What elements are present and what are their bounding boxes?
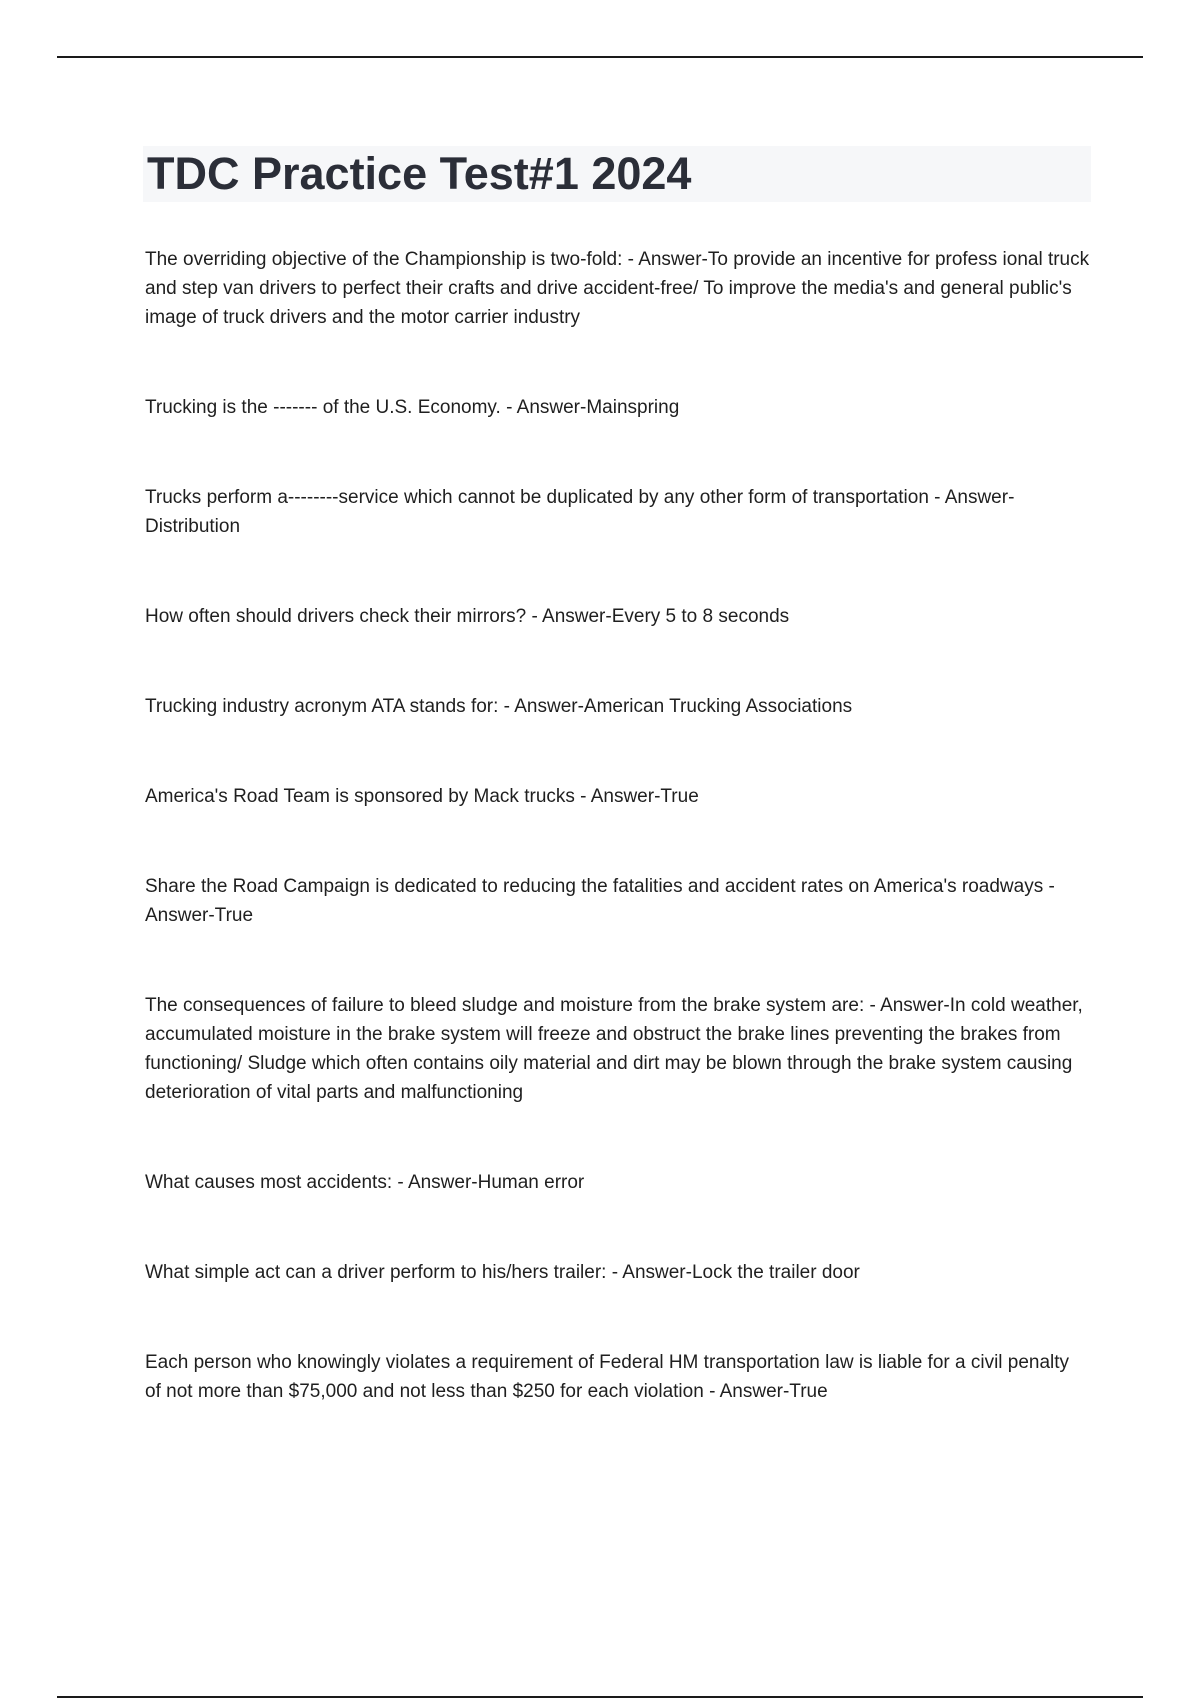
qa-item: Trucks perform a--------service which cannot be duplicated by any other form of transportation - Answer-Distribution: [145, 487, 1015, 537]
qa-item: Each person who knowingly violates a requirement of Federal HM transportation law is liable for a civil penalty of not more than $75,000 and not less than $250 for each violation - Answer-True: [145, 1352, 1070, 1402]
qa-item: How often should drivers check their mirrors? - Answer-Every 5 to 8 seconds: [145, 606, 790, 627]
qa-item: What simple act can a driver perform to his/hers trailer: - Answer-Lock the trailer door: [145, 1262, 860, 1283]
qa-item: The overriding objective of the Championship is two-fold: - Answer-To provide an incentive for profess ional truck and step van drivers to perfect their crafts and drive accident-free/ To improve the media's and general public's image of truck drivers and the motor carrier industry: [145, 249, 1090, 328]
bottom-divider: [57, 1696, 1143, 1698]
page-title: TDC Practice Test#1 2024: [147, 148, 692, 199]
qa-item: Trucking industry acronym ATA stands for: - Answer-American Trucking Associations: [145, 696, 853, 717]
qa-item: The consequences of failure to bleed sludge and moisture from the brake system are: - Answer-In cold weather, accumulated moisture in the brake system will freeze and obstruct the brake lines preventing the brakes from functioning/ Sludge which often contains oily material and dirt may be blown through the brake system causing deterioration of vital parts and malfunctioning: [145, 995, 1083, 1103]
qa-item: Trucking is the ------- of the U.S. Economy. - Answer-Mainspring: [145, 397, 680, 418]
qa-item: Share the Road Campaign is dedicated to reducing the fatalities and accident rates on America's roadways - Answer-True: [145, 876, 1055, 926]
qa-item: What causes most accidents: - Answer-Human error: [145, 1172, 585, 1193]
question-answer-list: [145, 245, 1090, 1406]
top-divider: [57, 56, 1143, 58]
qa-item: America's Road Team is sponsored by Mack trucks - Answer-True: [145, 786, 699, 807]
